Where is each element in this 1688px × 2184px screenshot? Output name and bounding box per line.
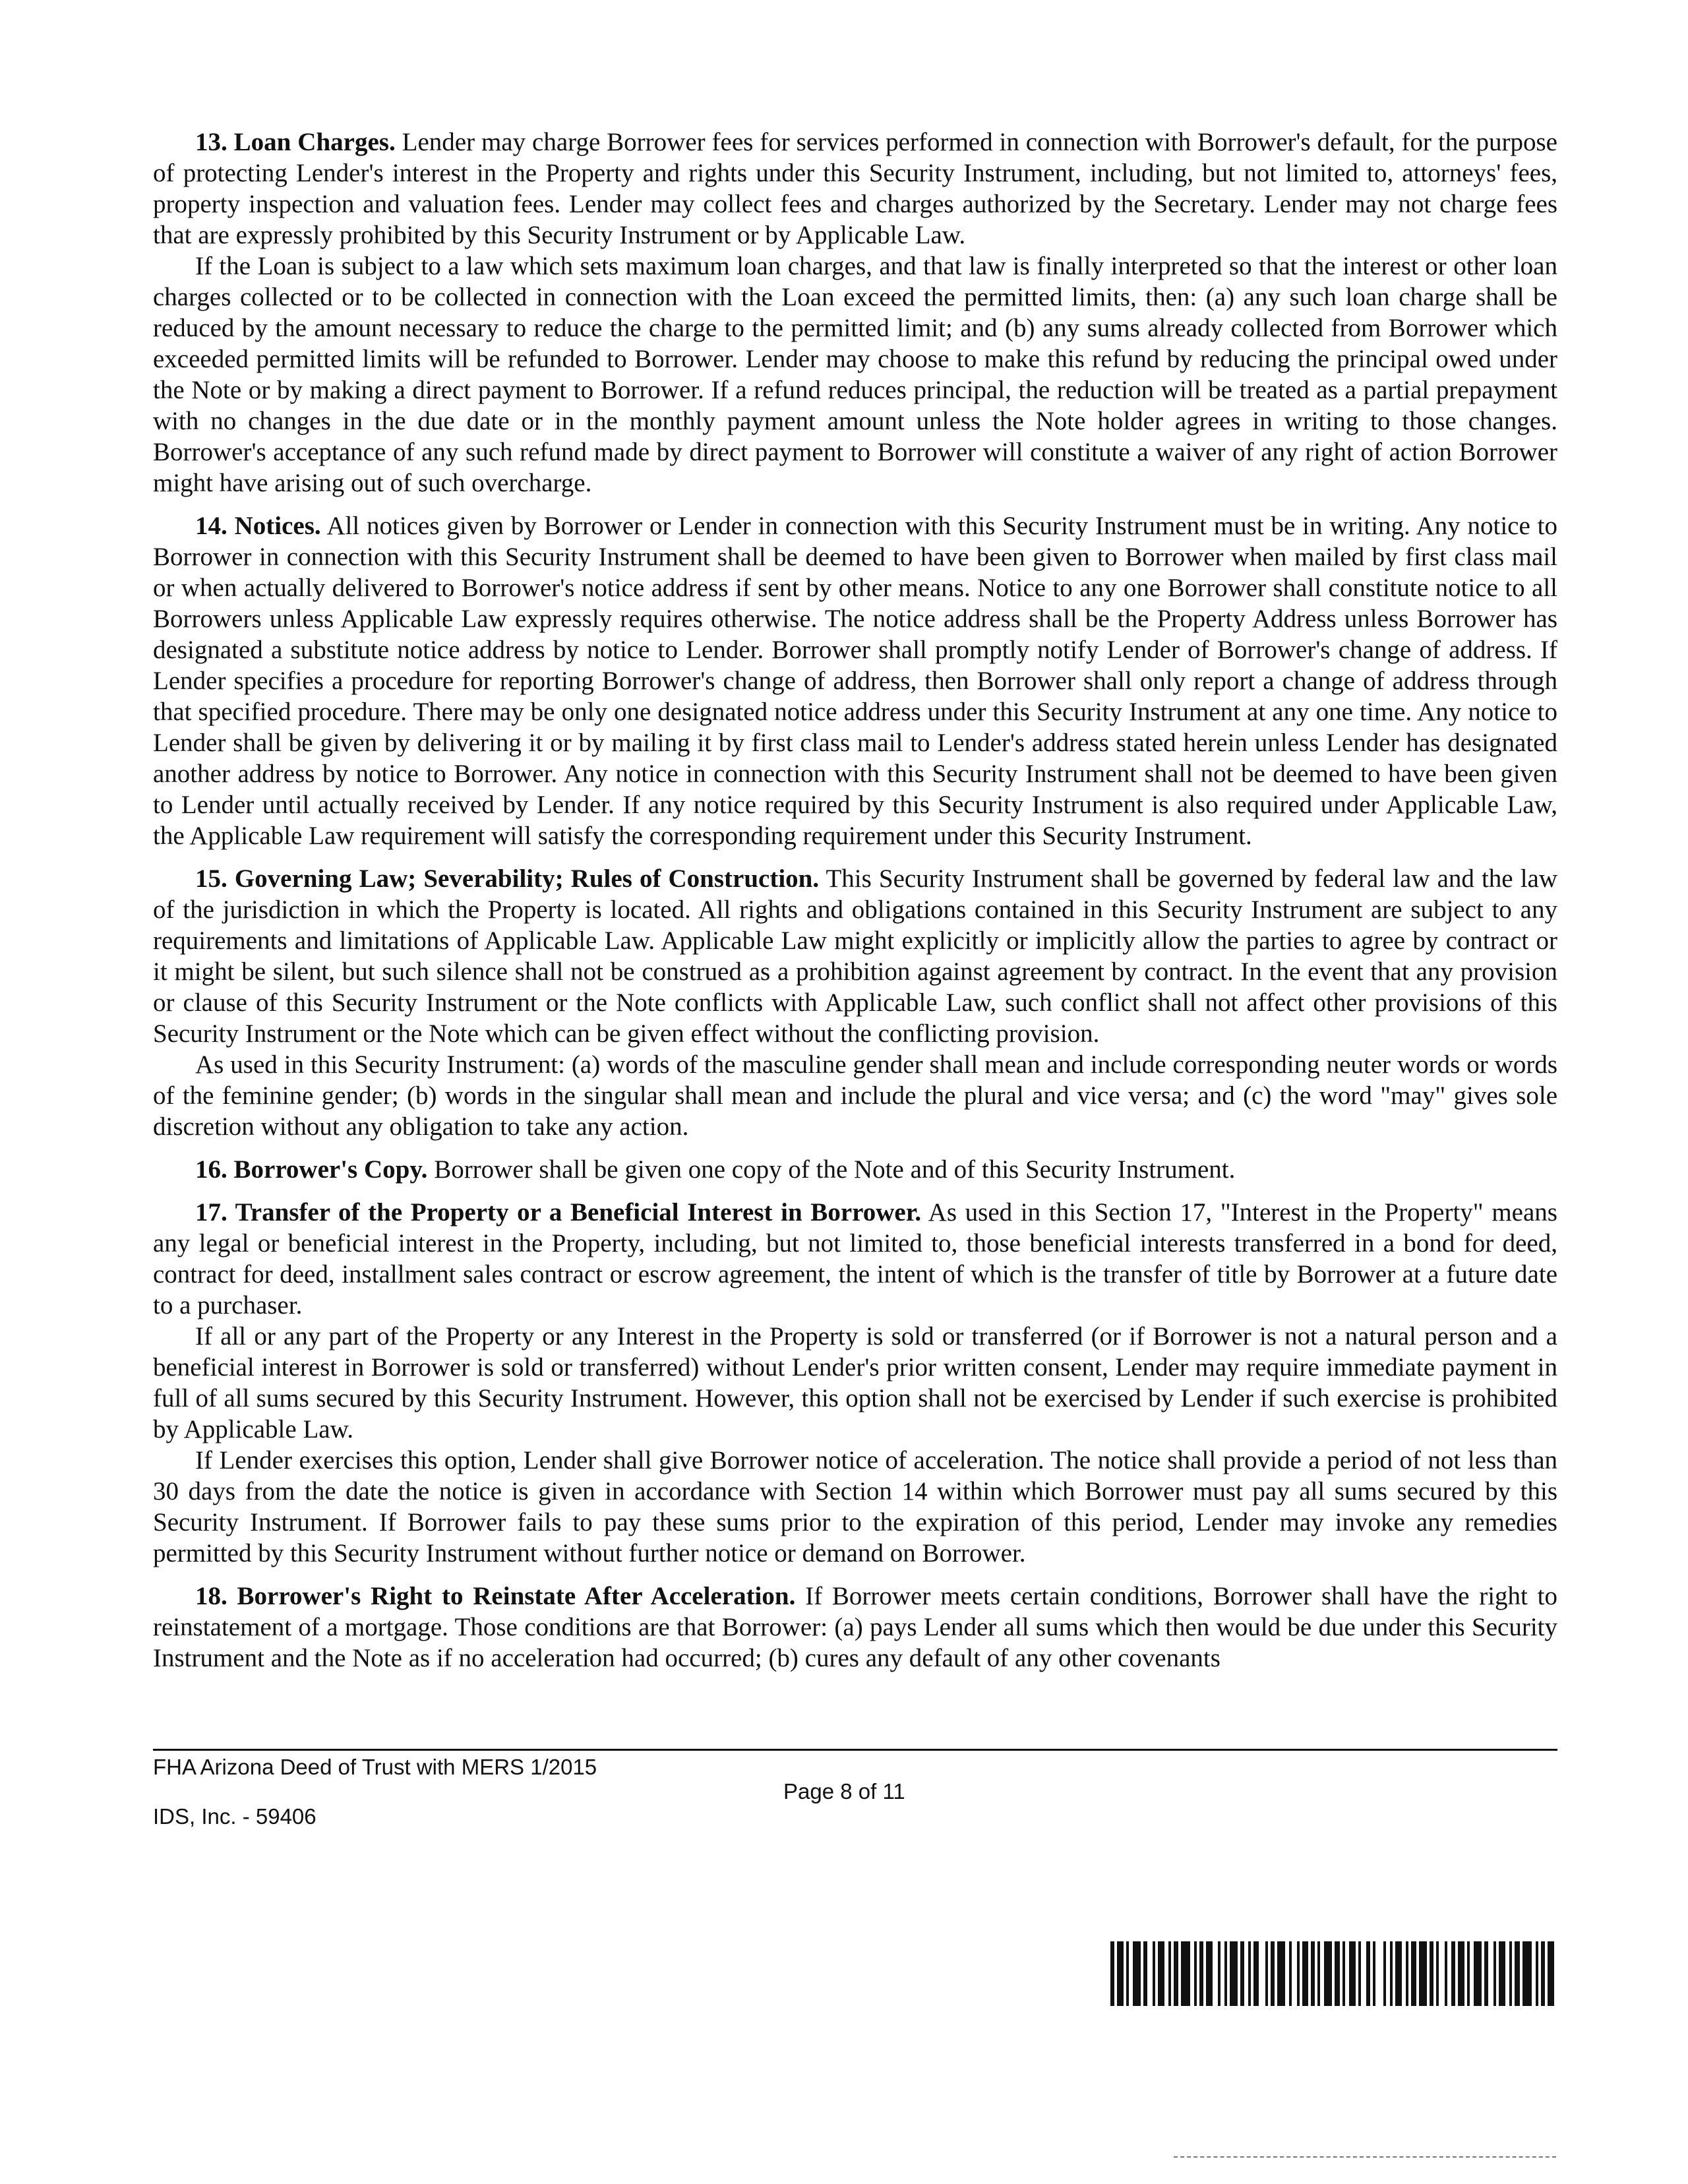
barcode-bar: [1181, 1941, 1190, 2006]
barcode-bar: [1117, 1941, 1124, 2006]
section-paragraph: [153, 863, 1557, 1049]
barcode-bar: [1277, 1941, 1285, 2006]
barcode-space: [1554, 1941, 1559, 2006]
section-heading: 13. Loan Charges.: [195, 128, 396, 156]
footer-form-name: FHA Arizona Deed of Trust with MERS 1/2015: [153, 1755, 597, 1779]
section-text: If Borrower meets certain conditions, Borrower shall have the right to reinstatement of a mortgage. Those conditions are that Borrower: (a) pays Lender all sums which then would be due under this Security Instrument and the Note as if no acceleration had occurred; (b) cures any default of any other covenants: [153, 1582, 1558, 1672]
barcode-bar: [1335, 1941, 1340, 2006]
barcode-space: [1292, 1941, 1297, 2006]
barcode-space: [1375, 1941, 1383, 2006]
barcode-bar: [1419, 1941, 1427, 2006]
footer-divider: [153, 1749, 1557, 1751]
section-heading: 17. Transfer of the Property or a Beneficial Interest in Borrower.: [195, 1198, 922, 1227]
barcode-bar: [1349, 1941, 1356, 2006]
section-paragraph: [153, 127, 1557, 251]
section-heading: 16. Borrower's Copy.: [195, 1155, 428, 1184]
barcode-bar: [1158, 1941, 1164, 2006]
barcode-space: [1439, 1941, 1445, 2006]
barcode-bar: [1133, 1941, 1141, 2006]
section-text: All notices given by Borrower or Lender in connection with this Security Instrument must be in writing. Any notice to Borrower in connection with this Security Instrument shall be deemed to have been given to Borrower when mailed by first class mail or when actually delivered to Borrower's notice address if sent by other means. Notice to any one Borrower shall constitute notice to all Borrowers unless Applicable Law expressly requires otherwise. The notice address shall be the Property Address unless Borrower has designated a substitute notice address by notice to Lender. Borrower shall promptly notify Lender of Borrower's change of address. If Lender specifies a procedure for reporting Borrower's change of address, then Borrower shall only report a change of address through that specified procedure. There may be only one designated notice address under this Security Instrument at any one time. Any notice to Lender shall be given by delivering it or by mailing it by first class mail to Lender's address stated herein unless Lender has designated another address by notice to Borrower. Any notice in connection with this Security Instrument shall not be deemed to have been given to Lender until actually received by Lender. If any notice required by this Security Instrument is also required under Applicable Law, the Applicable Law requirement will satisfy the corresponding requirement under this Security Instrument.: [153, 512, 1557, 850]
section-14-notices: [153, 510, 1557, 851]
barcode-bar: [1474, 1941, 1482, 2006]
section-text: As used in this Section 17, "Interest in the Property" means any legal or beneficial interest in the Property, including, but not limited to, those beneficial interests transferred in a bond for deed, contract for deed, installment sales contract or escrow agreement, the intent of which is the transfer of title by Borrower at a future date to a purchaser.: [153, 1198, 1557, 1320]
section-17-transfer-of-property: [153, 1197, 1557, 1569]
barcode-space: [1147, 1941, 1153, 2006]
section-18-right-to-reinstate: [153, 1581, 1557, 1674]
section-text: Lender may charge Borrower fees for services performed in connection with Borrower's default, for the purpose of protecting Lender's interest in the Property and rights under this Security Instrument, including, but not limited to, attorneys' fees, property inspection and valuation fees. Lender may collect fees and charges authorized by the Secretary. Lender may not charge fees that are expressly prohibited by this Security Instrument or by Applicable Law.: [153, 128, 1557, 249]
section-heading: 18. Borrower's Right to Reinstate After Acceleration.: [195, 1582, 796, 1610]
barcode-bar: [1174, 1941, 1179, 2006]
barcode-bar: [1206, 1941, 1213, 2006]
barcode-space: [1259, 1941, 1265, 2006]
document-body: [153, 127, 1557, 1685]
barcode-bar: [1302, 1941, 1309, 2006]
section-13-loan-charges: [153, 127, 1557, 499]
section-paragraph: If Lender exercises this option, Lender shall give Borrower notice of acceleration. The notice shall provide a period of not less than 30 days from the date the notice is given in accordance with Section 14 within which Borrower must pay all sums secured by this Security Instrument. If Borrower fails to pay these sums prior to the expiration of this period, Lender may invoke any remedies permitted by this Security Instrument without further notice or demand on Borrower.: [153, 1446, 1557, 1567]
barcode-bar: [1395, 1941, 1402, 2006]
barcode-bar: [1499, 1941, 1505, 2006]
section-paragraph: [153, 510, 1557, 851]
barcode-bar: [1458, 1941, 1464, 2006]
barcode-bar: [1411, 1941, 1416, 2006]
barcode-space: [1213, 1941, 1218, 2006]
barcode-bar: [1253, 1941, 1259, 2006]
section-16-borrowers-copy: [153, 1154, 1557, 1185]
section-paragraph: If all or any part of the Property or any Interest in the Property is sold or transferred (or if Borrower is not a natural person and a beneficial interest in Borrower is sold or transferred) without Lender's prior written consent, Lender may require immediate payment in full of all sums secured by this Security Instrument. However, this option shall not be exercised by Lender if such exercise is prohibited by Applicable Law.: [153, 1322, 1557, 1443]
section-paragraph: As used in this Security Instrument: (a) words of the masculine gender shall mean and include corresponding neuter words or words of the feminine gender; (b) words in the singular shall mean and include the plural and vice versa; and (c) the word "may" gives sole discretion without any obligation to take any action.: [153, 1050, 1557, 1141]
barcode-bar: [1515, 1941, 1520, 2006]
section-paragraph: If the Loan is subject to a law which sets maximum loan charges, and that law is finally interpreted so that the interest or other loan charges collected or to be collected in connection with the Loan exceed the permitted limits, then: (a) any such loan charge shall be reduced by the amount necessary to reduce the charge to the permitted limit; and (b) any sums already collected from Borrower which exceeded permitted limits will be refunded to Borrower. Lender may choose to make this refund by reducing the principal owed under the Note or by making a direct payment to Borrower. If a refund reduces principal, the reduction will be treated as a partial prepayment with no changes in the due date or in the monthly payment amount unless the Note holder agrees in writing to those changes. Borrower's acceptance of any such refund made by direct payment to Borrower will constitute a waiver of any right of action Borrower might have arising out of such overcharge.: [153, 252, 1557, 497]
section-text: This Security Instrument shall be governed by federal law and the law of the jurisdiction in which the Property is located. All rights and obligations contained in this Security Instrument are subject to any requirements and limitations of Applicable Law. Applicable Law might explicitly or implicitly allow the parties to agree by contract or it might be silent, but such silence shall not be construed as a prohibition against agreement by contract. In the event that any provision or clause of this Security Instrument or the Note conflicts with Applicable Law, such conflict shall not affect other provisions of this Security Instrument or the Note which can be given effect without the conflicting provision.: [153, 864, 1557, 1048]
barcode-space: [1488, 1941, 1493, 2006]
footer-vendor-id: IDS, Inc. - 59406: [153, 1804, 316, 1829]
section-paragraph: [153, 1581, 1557, 1674]
section-heading: 15. Governing Law; Severability; Rules of Construction.: [195, 864, 820, 893]
barcode-bar: [1324, 1941, 1332, 2006]
footer-page-number: Page 8 of 11: [783, 1779, 905, 1804]
section-text: Borrower shall be given one copy of the Note and of this Security Instrument.: [434, 1155, 1236, 1184]
barcode-bar: [1230, 1941, 1238, 2006]
document-barcode: [1110, 1941, 1559, 2006]
section-heading: 14. Notices.: [195, 512, 321, 540]
bottom-edge-rule: [1174, 2156, 1556, 2158]
section-paragraph: [153, 1197, 1557, 1321]
barcode-bar: [1522, 1941, 1532, 2006]
barcode-bar: [1548, 1941, 1554, 2006]
section-15-governing-law: [153, 863, 1557, 1142]
barcode-space: [1361, 1941, 1366, 2006]
section-paragraph: [153, 1154, 1557, 1185]
